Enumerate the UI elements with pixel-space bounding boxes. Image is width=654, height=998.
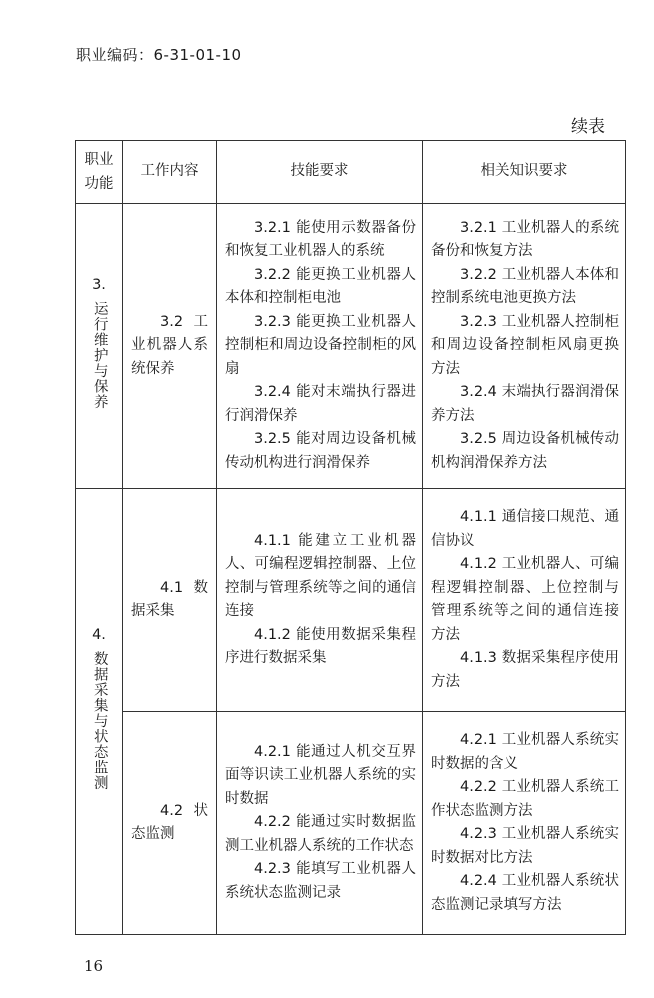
- knowledge-cell: [423, 204, 626, 489]
- function-name: 数据采集与状态监测: [91, 651, 108, 791]
- table-row: [76, 712, 626, 935]
- page-number: 16: [84, 957, 104, 975]
- skill-item: 3.2.4 能对末端执行器进行润滑保养: [225, 384, 416, 424]
- function-number: 4.: [92, 626, 106, 643]
- continued-label: 续表: [571, 117, 605, 137]
- knowledge-item: 4.1.1 通信接口规范、通信协议: [431, 509, 619, 549]
- function-cell-3: [76, 204, 123, 489]
- knowledge-cell: [423, 489, 626, 712]
- function-cell-4: [76, 489, 123, 935]
- knowledge-item: 4.2.4 工业机器人系统状态监测记录填写方法: [431, 873, 619, 913]
- knowledge-item: 3.2.5 周边设备机械传动机构润滑保养方法: [431, 431, 619, 471]
- skill-item: 3.2.3 能更换工业机器人控制柜和周边设备控制柜的风扇: [225, 313, 416, 377]
- skill-cell: [217, 712, 423, 935]
- knowledge-item: 3.2.2 工业机器人本体和控制系统电池更换方法: [431, 266, 619, 307]
- knowledge-item: 4.2.2 工业机器人系统工作状态监测方法: [431, 779, 619, 819]
- skills-table: [75, 140, 626, 935]
- work-content-cell: 4.1 数据采集: [123, 489, 217, 712]
- skill-item: 4.1.2 能使用数据采集程序进行数据采集: [225, 626, 416, 666]
- knowledge-item: 3.2.1 工业机器人的系统备份和恢复方法: [431, 219, 619, 260]
- skill-item: 4.2.1 能通过人机交互界面等识读工业机器人系统的实时数据: [225, 743, 416, 807]
- knowledge-item: 3.2.4 末端执行器润滑保养方法: [431, 384, 619, 424]
- skill-cell: [217, 489, 423, 712]
- column-header-function: [76, 141, 123, 204]
- knowledge-item: 3.2.3 工业机器人控制柜和周边设备控制柜风扇更换方法: [431, 313, 619, 377]
- skill-cell: [217, 204, 423, 489]
- knowledge-item: 4.2.1 工业机器人系统实时数据的含义: [431, 732, 619, 772]
- occupation-code: 职业编码：6-31-01-10: [76, 46, 242, 64]
- skill-item: 3.2.5 能对周边设备机械传动机构进行润滑保养: [225, 431, 416, 471]
- table-header-row: [76, 141, 626, 204]
- header-function-line2: 功能: [84, 176, 114, 192]
- knowledge-item: 4.1.2 工业机器人、可编程逻辑控制器、上位控制与管理系统等之间的通信连接方法: [431, 556, 619, 643]
- column-header-skills: 技能要求: [217, 141, 423, 204]
- table-row: [76, 489, 626, 712]
- column-header-work: 工作内容: [123, 141, 217, 204]
- column-header-knowledge: 相关知识要求: [423, 141, 626, 204]
- skill-item: 3.2.2 能更换工业机器人本体和控制柜电池: [225, 266, 416, 307]
- function-name: 运行维护与保养: [91, 301, 108, 410]
- knowledge-cell: [423, 712, 626, 935]
- knowledge-item: 4.2.3 工业机器人系统实时数据对比方法: [431, 826, 619, 866]
- skill-item: 4.2.2 能通过实时数据监测工业机器人系统的工作状态: [225, 814, 416, 854]
- header-function-line1: 职业: [84, 152, 114, 168]
- knowledge-item: 4.1.3 数据采集程序使用方法: [431, 650, 619, 690]
- table-row: [76, 204, 626, 489]
- work-content-cell: 4.2 状态监测: [123, 712, 217, 935]
- work-content-cell: 3.2 工业机器人系统保养: [123, 204, 217, 489]
- skill-item: 4.2.3 能填写工业机器人系统状态监测记录: [225, 861, 416, 901]
- skill-item: 3.2.1 能使用示数器备份和恢复工业机器人的系统: [225, 219, 416, 260]
- skill-item: 4.1.1 能建立工业机器人、可编程逻辑控制器、上位控制与管理系统等之间的通信连接: [225, 532, 416, 619]
- function-number: 3.: [92, 276, 106, 293]
